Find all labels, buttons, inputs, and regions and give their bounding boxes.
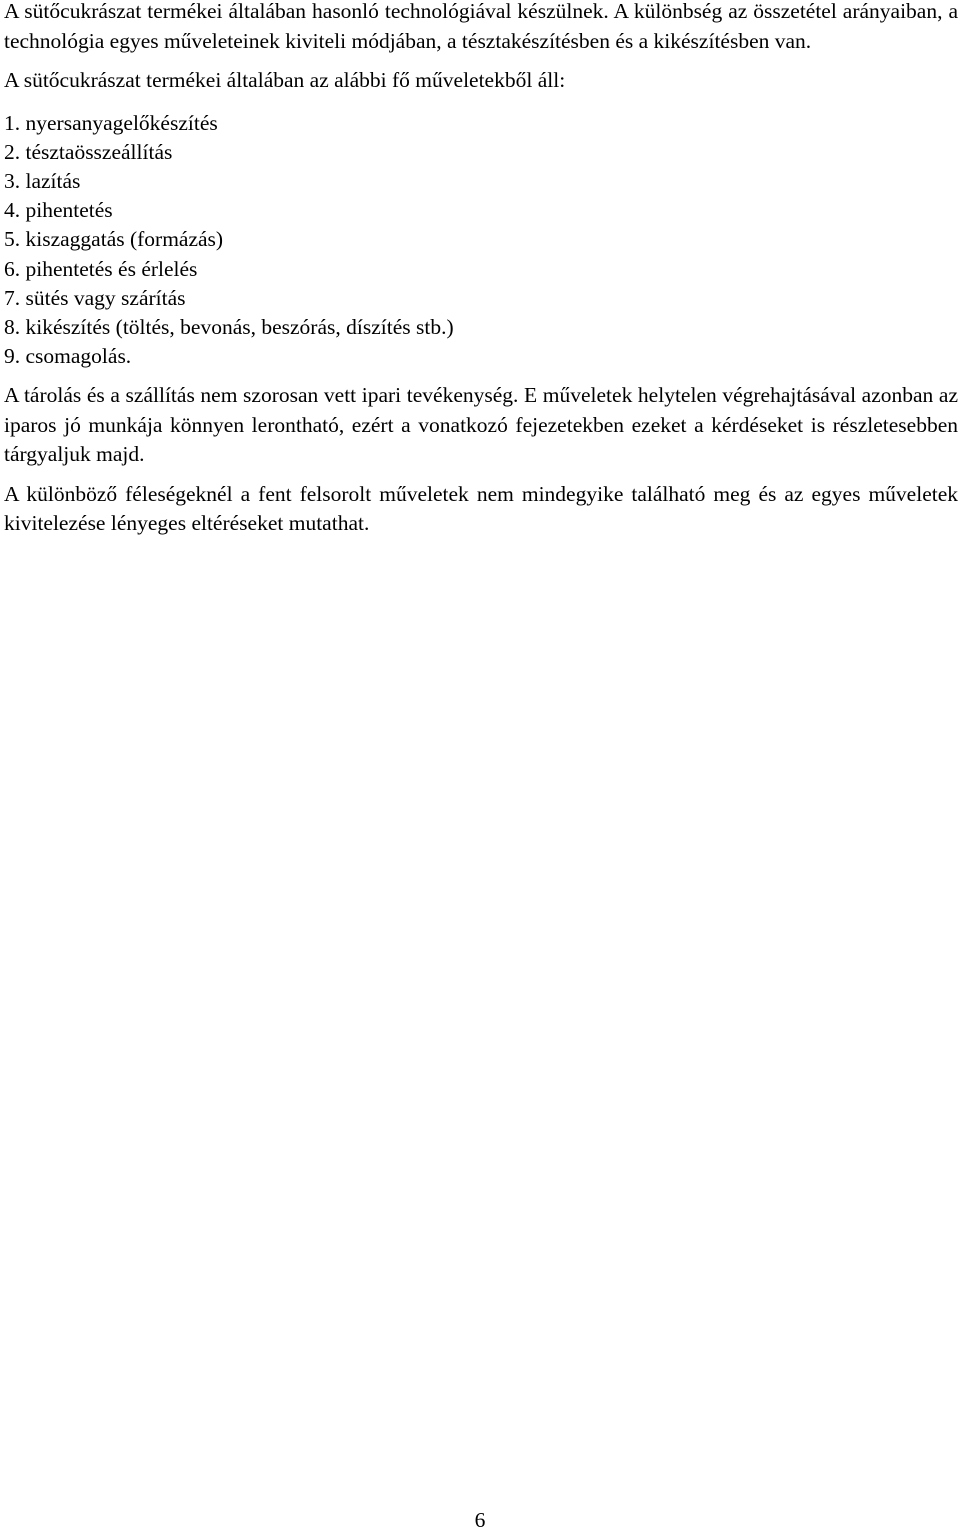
list-item: 9. csomagolás. xyxy=(4,344,132,369)
list-item: 1. nyersanyagelőkészítés xyxy=(4,110,218,135)
list-item: 5. kiszaggatás (formázás) xyxy=(4,227,224,252)
lead-paragraph: A sütőcukrászat termékei általában az alábbi fő műveletekből áll: xyxy=(4,68,566,92)
operations-list xyxy=(4,109,958,372)
list-item: 2. tésztaösszeállítás xyxy=(4,139,173,164)
list-item: 8. kikészítés (töltés, bevonás, beszórás, díszítés stb.) xyxy=(4,314,454,339)
list-item: 7. sütés vagy szárítás xyxy=(4,285,186,310)
storage-paragraph: A tárolás és a szállítás nem szorosan vett ipari tevékenység. E műveletek helytelen végrehajtásával azonban az iparos jó munkája könnyen lerontható, ezért a vonatkozó fejezetekben ezeket a kérdéseket is részletesebben tárgyaljuk majd. xyxy=(4,383,958,467)
list-item: 3. lazítás xyxy=(4,168,81,193)
intro-paragraph: A sütőcukrászat termékei általában hasonló technológiával készülnek. A különbség az összetétel arányaiban, a technológia egyes műveleteinek kiviteli módjában, a tésztakészítésben és a kikészítésben van. xyxy=(4,0,958,53)
page-number: 6 xyxy=(474,1508,486,1532)
closing-paragraph: A különböző féleségeknél a fent felsorolt műveletek nem mindegyike található meg és az egyes műveletek kivitelezése lényeges eltéréseket mutathat. xyxy=(4,481,958,536)
list-item: 6. pihentetés és érlelés xyxy=(4,256,198,281)
document-page xyxy=(4,0,958,539)
list-item: 4. pihentetés xyxy=(4,198,113,223)
